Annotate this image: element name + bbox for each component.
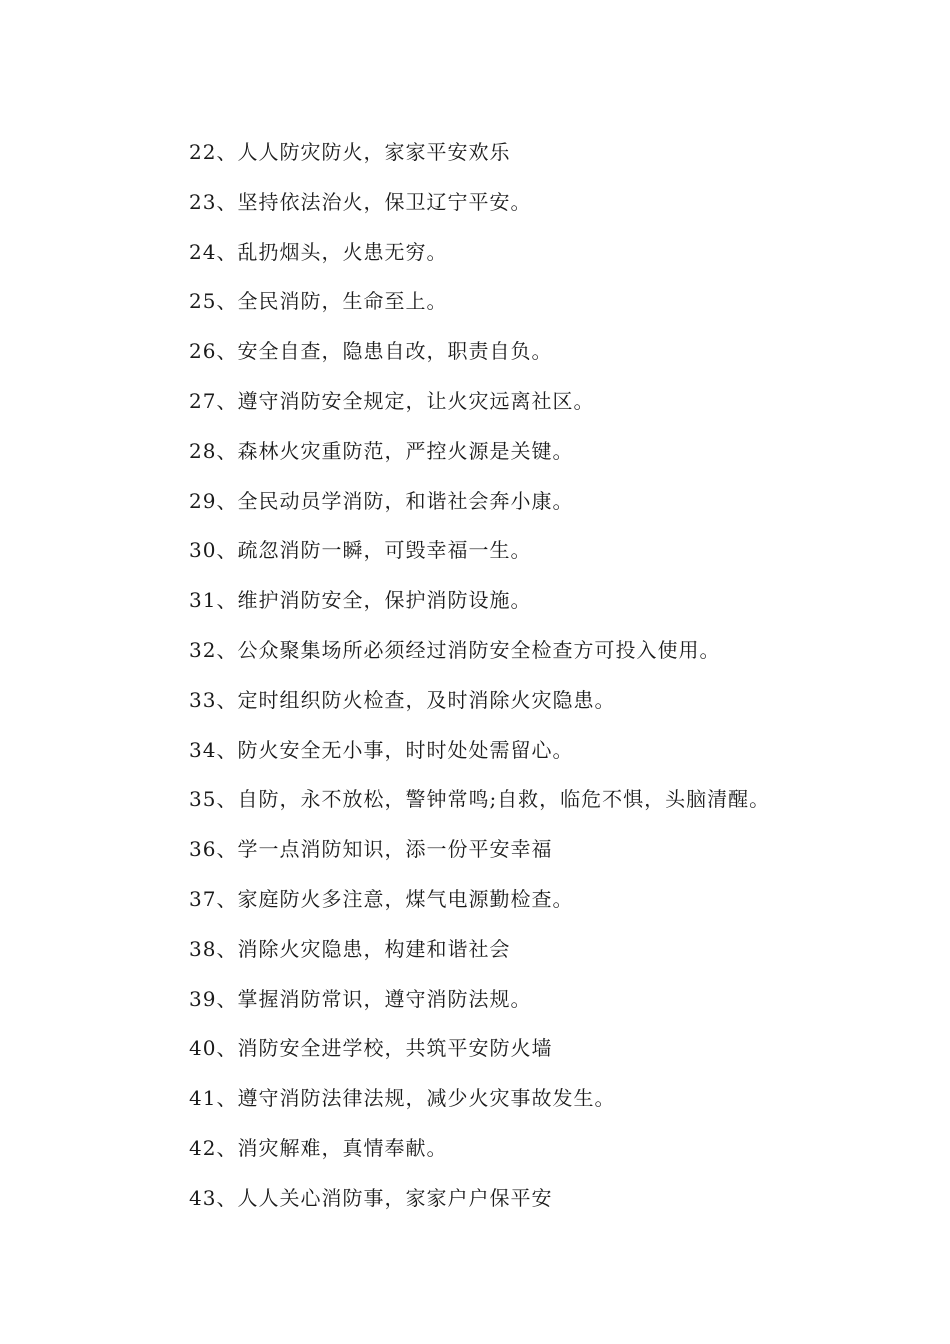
slogan-line: 34、防火安全无小事，时时处处需留心。 [189, 737, 574, 762]
slogan-line: 36、学一点消防知识，添一份平安幸福 [189, 837, 553, 862]
slogan-line: 40、消防安全进学校，共筑平安防火墙 [189, 1036, 553, 1061]
slogan-line: 22、人人防灾防火，家家平安欢乐 [189, 140, 511, 164]
slogan-line: 43、人人关心消防事，家家户户保平安 [189, 1185, 553, 1210]
slogan-line: 27、遵守消防安全规定，让火灾远离社区。 [189, 388, 595, 413]
slogan-line: 39、掌握消防常识，遵守消防法规。 [189, 986, 532, 1011]
slogan-line: 41、遵守消防法律法规，减少火灾事故发生。 [189, 1086, 616, 1111]
slogan-line: 24、乱扔烟头，火患无穷。 [189, 239, 448, 264]
slogan-line: 33、定时组织防火检查，及时消除火灾隐患。 [189, 687, 616, 712]
slogan-line: 28、森林火灾重防范，严控火源是关键。 [189, 438, 574, 463]
slogan-line: 26、安全自查，隐患自改，职责自负。 [189, 339, 553, 364]
slogan-line: 23、坚持依法治火，保卫辽宁平安。 [189, 189, 532, 214]
slogan-line: 31、维护消防安全，保护消防设施。 [189, 588, 532, 613]
slogan-line: 37、家庭防火多注意，煤气电源勤检查。 [189, 886, 574, 911]
slogan-line: 35、自防，永不放松，警钟常鸣;自救，临危不惧，头脑清醒。 [189, 787, 771, 812]
slogan-line: 29、全民动员学消防，和谐社会奔小康。 [189, 488, 574, 513]
slogan-list [189, 132, 770, 1228]
slogan-line: 25、全民消防，生命至上。 [189, 289, 448, 314]
slogan-line: 38、消除火灾隐患，构建和谐社会 [189, 936, 511, 961]
slogan-line: 32、公众聚集场所必须经过消防安全检查方可投入使用。 [189, 637, 721, 662]
slogan-line: 42、消灾解难，真情奉献。 [189, 1135, 448, 1160]
slogan-line: 30、疏忽消防一瞬，可毁幸福一生。 [189, 538, 532, 563]
